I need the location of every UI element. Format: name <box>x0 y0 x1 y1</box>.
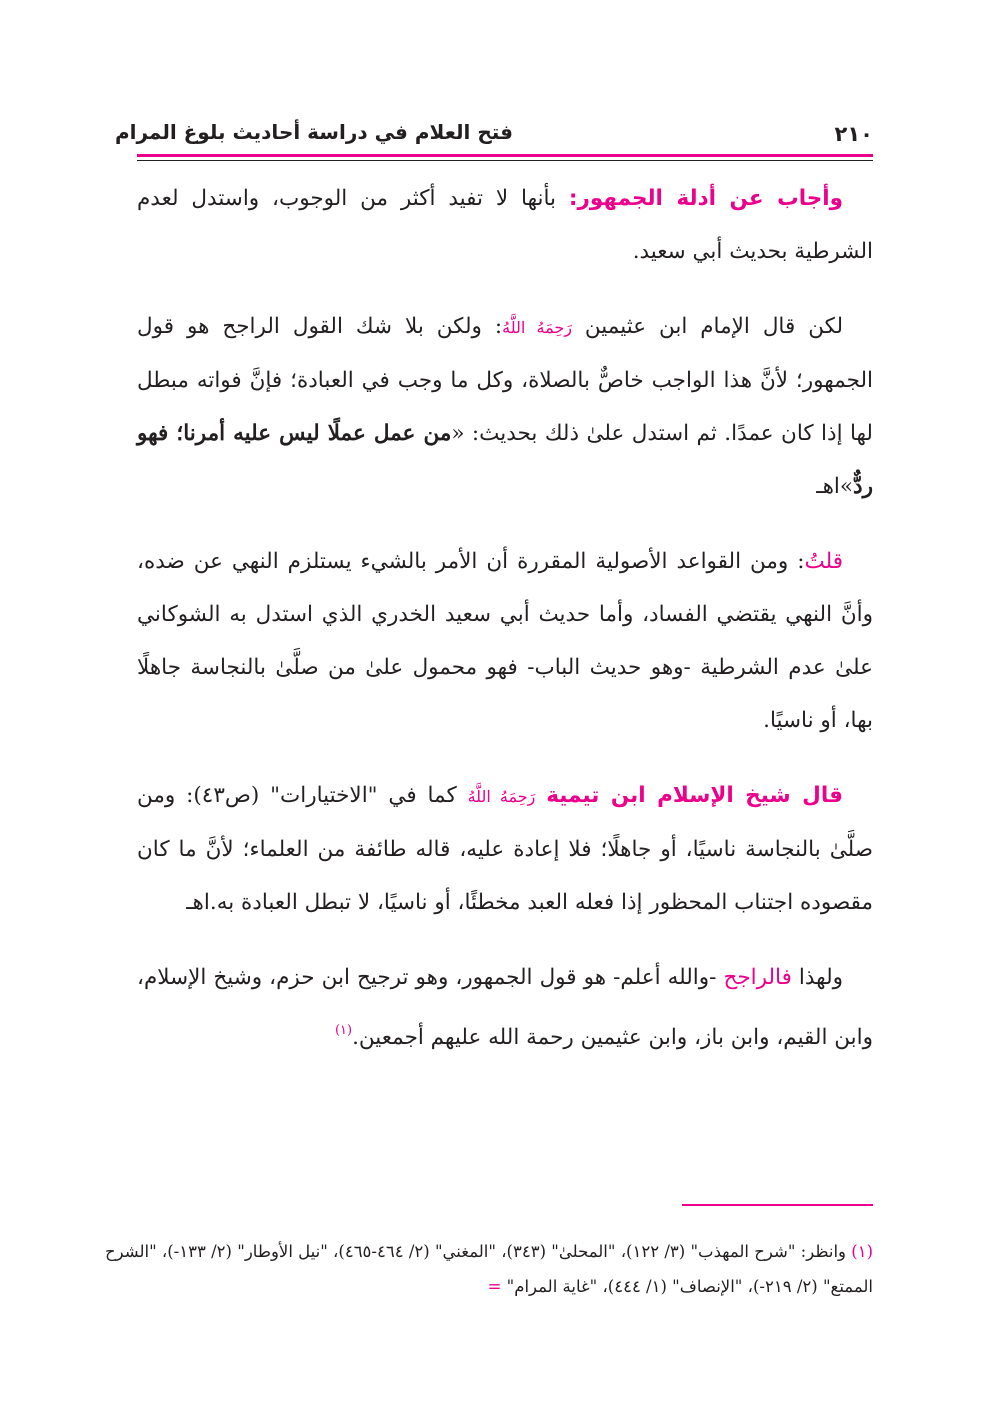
paragraph-4-lead: قال شيخ الإسلام ابن تيمية <box>546 783 843 808</box>
paragraph-3-text: : ومن القواعد الأصولية المقررة أن الأمر بالشيء يستلزم النهي عن ضده، وأنَّ النهي يقتضي الفساد، وأما حديث أبي سعيد الخدري الذي استدل به الشوكاني علىٰ عدم الشرطية -وهو حديث الباب- فهو محمول علىٰ من صلَّىٰ بالنجاسة جاهلًا بها، أو ناسيًا. <box>137 549 873 733</box>
paragraph-5-text-b: -والله أعلم- هو قول الجمهور، وهو ترجيح ابن حزم، وشيخ الإسلام، وابن القيم، وابن باز، وابن عثيمين رحمة الله عليهم أجمعين. <box>137 965 873 1050</box>
paragraph-3 <box>137 535 873 747</box>
footnote-separator <box>682 1204 873 1206</box>
footnote-continuation-mark: = <box>487 1277 502 1296</box>
paragraph-2 <box>137 300 873 513</box>
header-rule-black <box>137 160 873 161</box>
page-header <box>114 118 873 158</box>
paragraph-3-lead: قلتُ <box>804 549 843 574</box>
paragraph-5 <box>137 951 873 1064</box>
paragraph-1 <box>137 172 873 278</box>
page-number: ٢١٠ <box>834 122 873 146</box>
footnote-number: (١) <box>851 1242 873 1261</box>
paragraph-2-text-b: : ولكن بلا شك القول الراجح هو قول الجمهور؛ لأنَّ هذا الواجب خاصٌّ بالصلاة، وكل ما وجب في العبادة؛ فإنَّ فواته مبطل لها إذا كان عمدًا. ثم استدل علىٰ ذلك بحديث: « <box>137 314 873 446</box>
honorific-mark: رَحِمَهُ اللَّهُ <box>502 318 572 337</box>
header-rule-pink <box>137 154 873 157</box>
body-text <box>137 172 873 1086</box>
paragraph-4-text: كما في "الاختيارات" (ص٤٣): ومن صلَّىٰ بالنجاسة ناسيًا، أو جاهلًا؛ فلا إعادة عليه، قاله طائفة من العلماء؛ لأنَّ ما كان مقصوده اجتناب المحظور إذا فعله العبد مخطئًا، أو ناسيًا، لا تبطل العبادة به.اهـ <box>137 783 873 915</box>
paragraph-2-text-a: لكن قال الإمام ابن عثيمين <box>571 314 844 339</box>
paragraph-1-lead: وأجاب عن أدلة الجمهور: <box>568 186 843 211</box>
footnote <box>105 1234 873 1304</box>
paragraph-5-text-a: ولهذا <box>791 965 843 990</box>
paragraph-2-text-c: »اهـ <box>816 474 854 499</box>
book-title: فتح العلام في دراسة أحاديث بلوغ المرام <box>114 120 513 144</box>
footnote-text: وانظر: "شرح المهذب" (٣/ ١٢٢)، "المحلىٰ" (٣٤٣)، "المغني" (٢/ ٤٦٤-٤٦٥)، "نيل الأوطار" (٢/ ١٣٣-)، "الشرح الممتع" (٢/ ٢١٩-)، "الإنصاف" (١/ ٤٤٤)، "غاية المرام" <box>105 1242 873 1296</box>
paragraph-1-text: بأنها لا تفيد أكثر من الوجوب، واستدل لعدم الشرطية بحديث أبي سعيد. <box>137 186 873 264</box>
paragraph-4 <box>137 769 873 929</box>
honorific-mark: رَحِمَهُ اللَّهُ <box>467 787 536 806</box>
paragraph-5-lead: فالراجح <box>723 965 792 990</box>
hadith-quote: من عمل عملًا ليس عليه أمرنا؛ فهو ردٌّ <box>137 421 873 499</box>
footnote-marker[interactable]: (١) <box>334 1023 353 1038</box>
